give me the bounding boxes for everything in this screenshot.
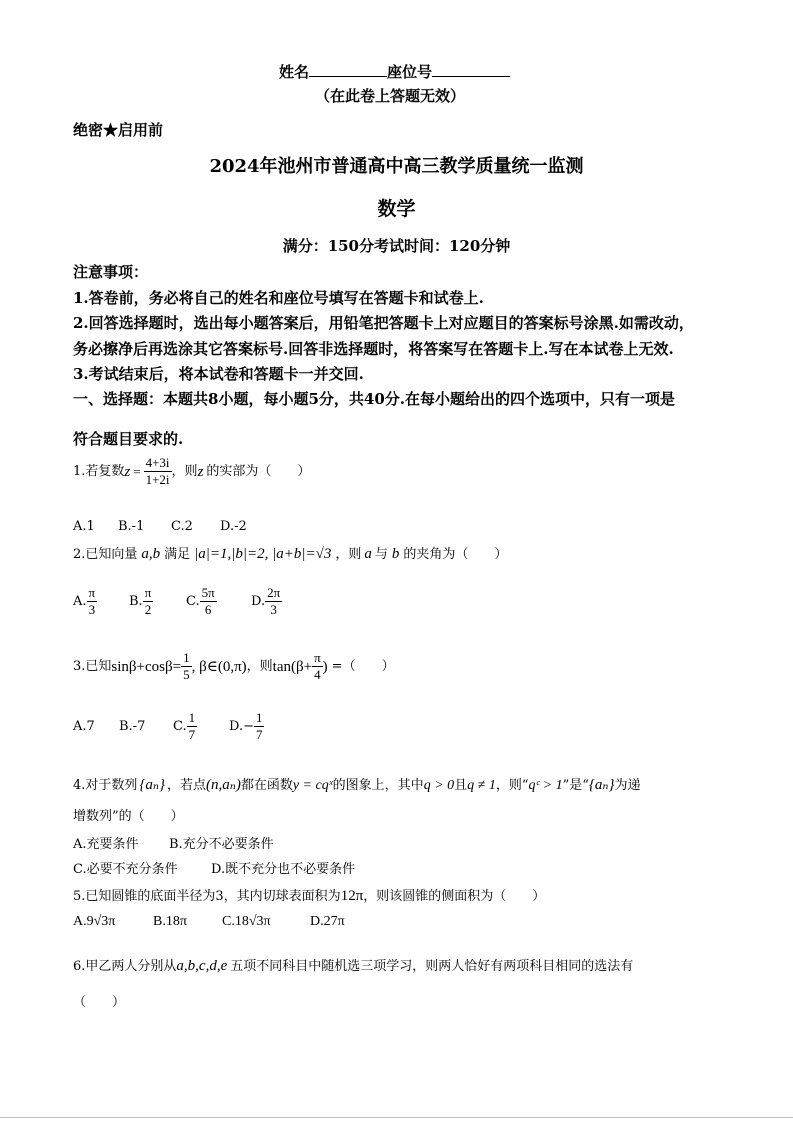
q3-text: 3.已知	[73, 658, 112, 674]
q1-num: 4+3i	[145, 455, 170, 470]
q3-mid: ，则	[246, 658, 273, 674]
question-1	[73, 455, 310, 488]
q3-num: 1	[183, 650, 190, 665]
q6-line2: （ ）	[73, 995, 126, 1010]
q2-option-a-frac	[87, 585, 98, 618]
q2-b-num: π	[144, 585, 152, 600]
q4-text-c: 都在函数	[240, 778, 293, 793]
q2-option-d-label: D.	[251, 593, 266, 609]
seat-label: 座位号	[387, 63, 433, 81]
q2-suffix: 的夹角为（ ）	[403, 547, 508, 562]
question-4	[73, 776, 641, 795]
q2-option-c-frac	[200, 585, 217, 618]
q1-fraction	[144, 455, 172, 488]
invalid-note: （在此卷上答题无效）	[315, 87, 466, 105]
q1-options	[73, 518, 247, 536]
q4-cond2: q ≠ 1	[467, 778, 496, 793]
q4-cond1: q > 0	[423, 778, 455, 793]
q3-option-c[interactable]	[173, 710, 229, 743]
q2-option-b[interactable]	[129, 585, 186, 618]
q3-tan-left: tan(β+	[272, 658, 313, 675]
q3-fraction	[181, 650, 192, 683]
q2-b: b	[391, 546, 400, 562]
q2-a-num: π	[88, 585, 96, 600]
q2-cond-text: 满足	[164, 547, 191, 562]
exam-title: 2024年池州市普通高中高三教学质量统一监测	[209, 156, 584, 177]
q3-eq-left: sinβ+cosβ=	[111, 658, 182, 675]
q2-option-a-label: A.	[73, 593, 87, 609]
q4-func: y = cqˣ	[292, 778, 333, 793]
q2-b-den: 2	[144, 602, 152, 617]
q2-option-b-label: B.	[129, 593, 143, 609]
name-blank	[309, 62, 387, 77]
q5-options	[73, 913, 345, 931]
q3-c-den: 7	[188, 727, 196, 742]
q3-option-d-label: D.−	[229, 718, 254, 734]
q3-d-num: 1	[255, 710, 263, 725]
subject-title: 数学	[377, 198, 416, 220]
q2-text: 2.已知向量	[73, 547, 138, 562]
question-3	[73, 650, 395, 683]
q5-option-b[interactable]: B.18π	[153, 914, 187, 929]
q4-line2: 增数列”的（ ）	[73, 809, 184, 824]
q3-option-d[interactable]	[229, 710, 264, 743]
q1-eq: =	[133, 463, 141, 479]
seat-blank	[432, 62, 510, 77]
q4-text-d: 的图象上，其中	[332, 778, 424, 793]
q3-suffix: =（ ）	[331, 658, 395, 674]
q3-option-b[interactable]: B.-7	[119, 718, 146, 734]
q2-cond-math: |a|=1,|b|=2, |a+b|=√3	[194, 546, 332, 562]
q3-tan-den: 4	[314, 667, 321, 682]
q3-option-c-frac	[187, 710, 198, 743]
q3-tan-num: π	[314, 650, 321, 665]
q5-text: 5.已知圆锥的底面半径为3，其内切球表面积为	[73, 889, 341, 904]
question-2	[73, 545, 507, 564]
q1-option-b[interactable]: B.-1	[118, 519, 145, 534]
notice-item-2b: 务必擦净后再选涂其它答案标号.回答非选择题时，将答案写在答题卡上.写在本试卷上无效.	[73, 340, 674, 358]
q2-option-d-frac	[265, 585, 282, 618]
q6-text: 6.甲乙两人分别从	[73, 959, 177, 974]
q3-c-num: 1	[188, 710, 196, 725]
q6-suffix: 五项不同科目中随机选三项学习，则两人恰好有两项科目相同的选法有	[230, 959, 634, 974]
q4-options-row2	[73, 861, 355, 879]
q2-options	[73, 585, 282, 618]
q2-option-c[interactable]	[186, 585, 251, 618]
q1-text: 1.若复数	[73, 463, 125, 479]
q4-and: 且	[454, 778, 468, 793]
q4-cond3: qᶜ > 1	[528, 778, 563, 793]
q1-mid: ，则	[171, 463, 198, 479]
q3-den: 5	[183, 667, 190, 682]
q1-var: z	[124, 463, 131, 480]
q1-den: 1+2i	[145, 472, 170, 487]
q4-option-c[interactable]: C.必要不充分条件	[73, 862, 178, 877]
q3-option-a[interactable]: A.7	[73, 718, 95, 734]
q2-and: 与	[374, 547, 388, 562]
q3-d-den: 7	[255, 727, 263, 742]
q3-option-d-frac	[254, 710, 265, 743]
q3-option-c-label: C.	[173, 718, 187, 734]
q2-vectors: a,b	[141, 546, 161, 562]
q2-option-a[interactable]	[73, 585, 129, 618]
q2-a-den: 3	[88, 602, 96, 617]
q3-tan-right: )	[322, 658, 328, 675]
q4-option-a[interactable]: A.充要条件	[73, 837, 139, 852]
q1-option-d[interactable]: D.-2	[220, 519, 247, 534]
page-bottom-rule	[0, 1117, 793, 1118]
q4-point: (n,aₙ)	[206, 777, 241, 793]
q5-option-a[interactable]: A.9√3π	[73, 914, 116, 929]
name-label: 姓名	[279, 63, 310, 81]
q4-seq: {aₙ}	[139, 777, 165, 793]
q6-letters: a,b,c,d,e	[176, 958, 228, 974]
q2-c-num: 5π	[201, 585, 215, 600]
q4-text-e: ，则“	[495, 778, 529, 793]
notice-item-2: 2.回答选择题时，选出每小题答案后，用铅笔把答题卡上对应题目的答案标号涂黑.如需改动，	[73, 314, 694, 332]
q4-option-d[interactable]: D.既不充分也不必要条件	[211, 862, 356, 877]
score-time: 满分：150分考试时间：120分钟	[282, 237, 511, 255]
q5-option-c[interactable]: C.18√3π	[222, 914, 271, 929]
question-5	[73, 887, 545, 906]
q4-text-a: 4.对于数列	[73, 778, 138, 793]
section-heading-2: 符合题目要求的.	[73, 430, 184, 448]
q2-a: a	[364, 546, 372, 562]
q4-option-b[interactable]: B.充分不必要条件	[169, 837, 274, 852]
q2-option-d[interactable]	[251, 585, 282, 618]
q4-text-g: 为递	[614, 778, 641, 793]
notice-item-1: 1.答卷前，务必将自己的姓名和座位号填写在答题卡和试卷上.	[73, 289, 484, 307]
q4-seq2: {aₙ}	[588, 777, 615, 793]
section-heading: 一、选择题：本题共8小题，每小题5分，共40分.在每小题给出的四个选项中，只有一项是	[73, 390, 675, 408]
q3-options	[73, 710, 264, 743]
q1-var-2: z	[197, 463, 204, 480]
question-6	[73, 957, 633, 976]
q2-mid: ，则	[335, 547, 362, 562]
q4-text-b: ，若点	[166, 778, 206, 793]
q3-eq-right: , β∈(0,π)	[191, 658, 247, 675]
q5-option-d[interactable]: D.27π	[310, 914, 345, 929]
q2-c-den: 6	[204, 602, 212, 617]
q5-suffix: ，则该圆锥的侧面积为（ ）	[363, 889, 546, 904]
q1-option-a[interactable]: A.1	[73, 519, 95, 534]
notice-heading: 注意事项：	[73, 263, 149, 281]
name-seat-line	[279, 62, 510, 82]
q1-option-c[interactable]: C.2	[171, 519, 193, 534]
q2-d-den: 3	[270, 602, 277, 617]
q2-option-b-frac	[143, 585, 154, 618]
q2-option-c-label: C.	[186, 593, 200, 609]
q2-d-num: 2π	[267, 585, 281, 600]
q1-suffix: 的实部为（ ）	[206, 463, 311, 479]
notice-item-3: 3.考试结束后，将本试卷和答题卡一并交回.	[73, 365, 364, 383]
q5-area: 12π	[340, 888, 364, 904]
q4-options-row1	[73, 836, 274, 854]
secret-mark: 绝密★启用前	[73, 121, 164, 139]
q3-tan-fraction	[312, 650, 323, 683]
q4-text-f: ”是“	[562, 778, 589, 793]
